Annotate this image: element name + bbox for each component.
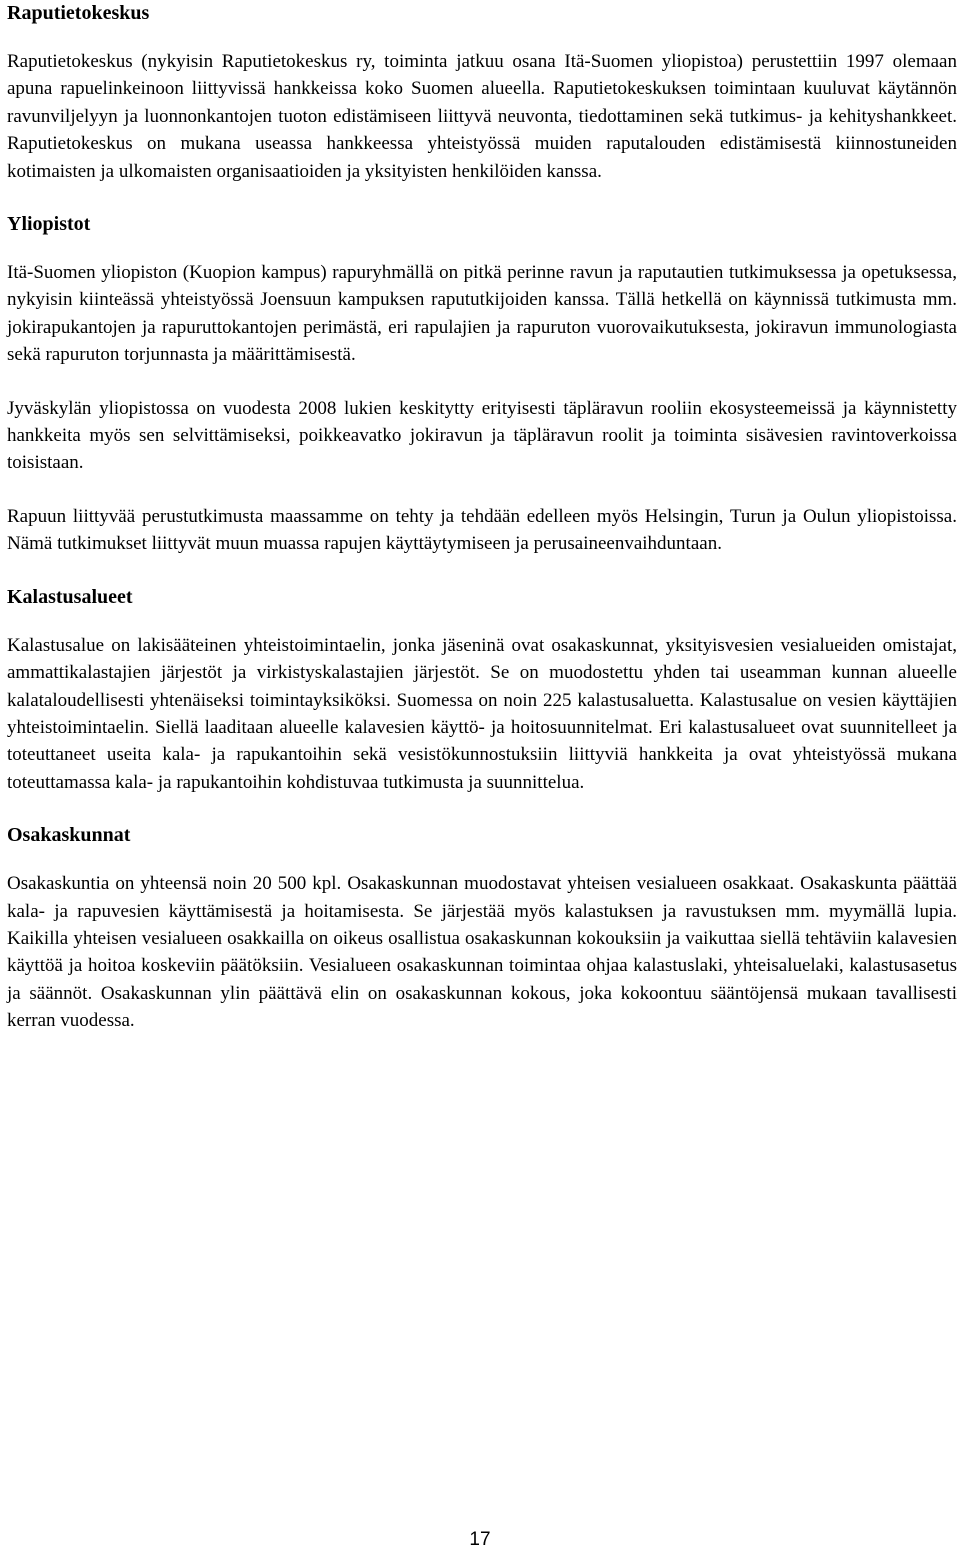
section-paragraph: Itä-Suomen yliopiston (Kuopion kampus) rapuryhmällä on pitkä perinne ravun ja raputautien tutkimuksessa ja opetuksessa, nykyisin kiinteässä yhteistyössä Joensuun kampuksen rapututkijoiden kanssa. Tällä hetkellä on käynnissä tutkimusta mm. jokirapukantojen ja rapuruttokantojen perimästä, eri rapulajien ja rapuruton vuorovaikutuksesta, jokiravun immunologiasta sekä rapuruton torjunnasta ja määrittämisestä. (7, 262, 957, 366)
section-yliopistot (7, 211, 957, 558)
section-heading: Yliopistot (7, 213, 91, 236)
section-paragraph: Rapuun liittyvää perustutkimusta maassamme on tehty ja tehdään edelleen myös Helsingin, Turun ja Oulun yliopistoissa. Nämä tutkimukset liittyvät muun muassa rapujen käyttäytymiseen ja perusaineenvaihduntaan. (7, 505, 957, 555)
section-paragraph: Kalastusalue on lakisääteinen yhteistoimintaelin, jonka jäseninä ovat osakaskunnat, yksityisvesien vesialueiden omistajat, ammattikalastajien järjestöt ja virkistyskalastajien järjestöt. Se on muodostettu yhden tai useamman kunnan alueelle kalataloudellisesti yhtenäiseksi toimintayksiköksi. Suomessa on noin 225 kalastusaluetta. Kalastusalue on vesien käyttäjien yhteistoimintaelin. Siellä laaditaan alueelle kalavesien käyttö- ja hoitosuunnitelmat. Eri kalastusalueet ovat suunnitelleet ja toteuttaneet useita kala- ja rapukantoihin sekä vesistökunnostuksiin liittyviä hankkeita ja ovat yhteistyössä mukana toteuttamassa kala- ja rapukantoihin kohdistuvaa tutkimusta ja suunnittelua. (7, 634, 957, 793)
section-paragraph: Raputietokeskus (nykyisin Raputietokeskus ry, toiminta jatkuu osana Itä-Suomen yliopistoa) perustettiin 1997 olemaan apuna rapuelinkeinoon liittyvissä hankkeissa koko Suomen alueella. Raputietokeskuksen toimintaan kuuluvat käytännön ravunviljelyyn ja luonnonkantojen tuoton edistämiseen liittyvä neuvonta, tiedottaminen sekä tutkimus- ja kehityshankkeet. Raputietokeskus on mukana useassa hankkeessa yhteistyössä muiden raputalouden edistämisestä kiinnostuneiden kotimaisten ja ulkomaisten organisaatioiden ja yksityisten henkilöiden kanssa. (7, 51, 957, 182)
section-paragraph: Osakaskuntia on yhteensä noin 20 500 kpl. Osakaskunnan muodostavat yhteisen vesialueen osakkaat. Osakaskunta päättää kala- ja rapuvesien käyttämisestä ja hoitamisesta. Se järjestää myös kalastuksen ja ravustuksen mm. myymällä lupia. Kaikilla yhteisen vesialueen osakkailla on oikeus osallistua osakaskunnan kokouksiin ja vaikuttaa siellä tehtäviin kalavesien käyttöä ja hoitoa koskeviin päätöksiin. Vesialueen osakaskunnan toimintaa ohjaa kalastuslaki, yhteisaluelaki, kalastusasetus ja säännöt. Osakaskunnan ylin päättävä elin on osakaskunnan kokous, joka kokoontuu sääntöjensä mukaan tavallisesti kerran vuodessa. (7, 873, 957, 1032)
section-heading: Osakaskunnat (7, 824, 131, 847)
section-heading: Raputietokeskus (7, 2, 150, 24)
section-heading: Kalastusalueet (7, 585, 133, 608)
document-page (7, 0, 957, 1035)
section-osakaskunnat (7, 822, 957, 1034)
page-number: 17 (469, 1529, 491, 1550)
section-kalastusalueet (7, 584, 957, 796)
section-raputietokeskus (7, 0, 957, 185)
section-paragraph: Jyväskylän yliopistossa on vuodesta 2008 lukien keskitytty erityisesti täpläravun rooliin ekosysteemeissä ja käynnistetty hankkeita myös sen selvittämiseksi, poikkeavatko jokiravun ja täpläravun roolit ja toiminta sisävesien ravintoverkoissa toisistaan. (7, 397, 957, 474)
